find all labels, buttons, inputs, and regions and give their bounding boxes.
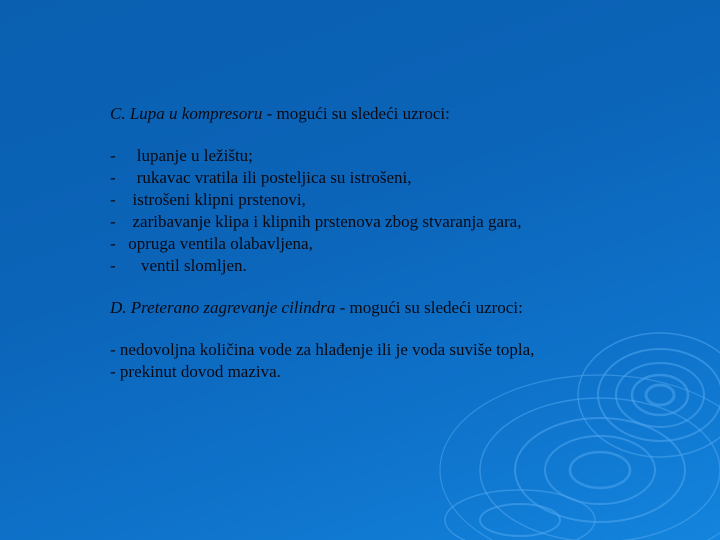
section-c-list (110, 145, 700, 277)
list-item: - lupanje u ležištu; (110, 146, 253, 165)
section-c-title: C. Lupa u kompresoru (110, 104, 263, 123)
section-c-heading (110, 103, 700, 125)
section-d-title: D. Preterano zagrevanje cilindra (110, 298, 336, 317)
list-item: - zaribavanje klipa i klipnih prstenova zbog stvaranja gara, (110, 212, 522, 231)
list-item: - istrošeni klipni prstenovi, (110, 190, 306, 209)
slide-content (110, 103, 700, 383)
list-item: - rukavac vratila ili posteljica su istrošeni, (110, 168, 412, 187)
list-item: - prekinut dovod maziva. (110, 362, 281, 381)
section-d-heading (110, 297, 700, 319)
list-item: - ventil slomljen. (110, 256, 247, 275)
list-item: - opruga ventila olabavljena, (110, 234, 313, 253)
section-d-subtitle: - mogući su sledeći uzroci: (335, 298, 523, 317)
section-d-list (110, 339, 700, 383)
list-item: - nedovoljna količina vode za hlađenje ili je voda suviše topla, (110, 340, 535, 359)
section-c-subtitle: - mogući su sledeći uzroci: (262, 104, 450, 123)
